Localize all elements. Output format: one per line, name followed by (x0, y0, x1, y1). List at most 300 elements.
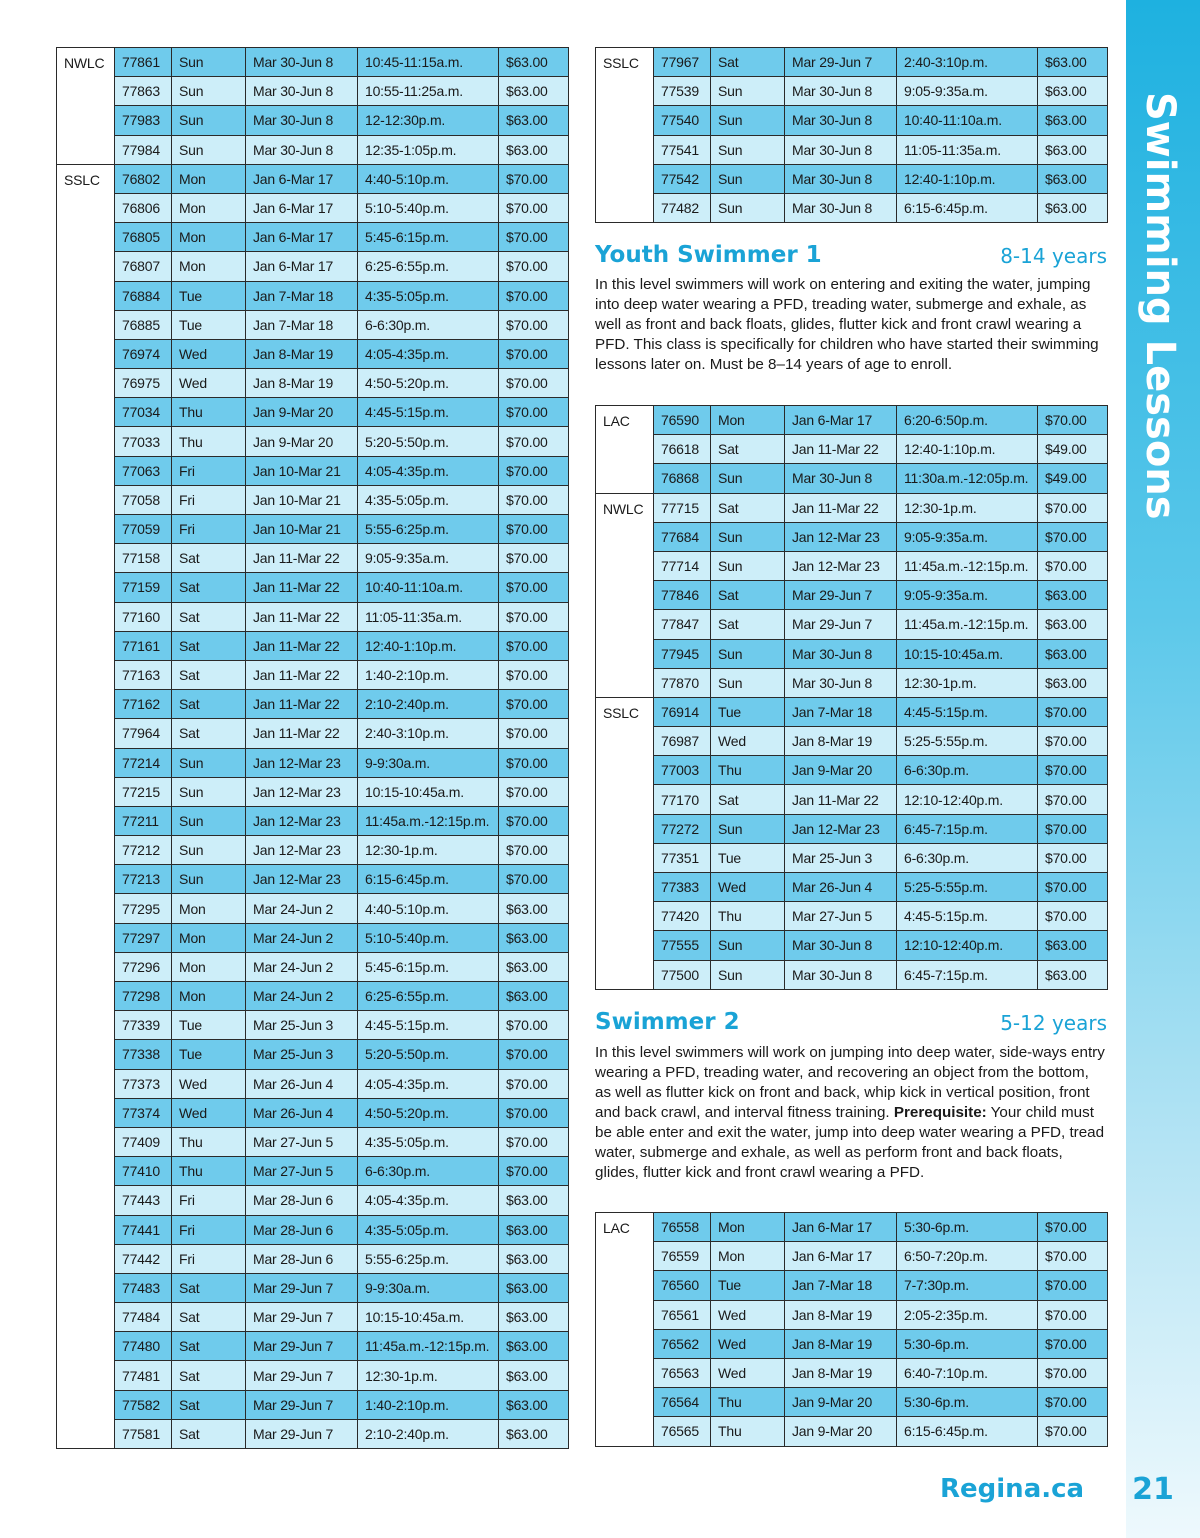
day-cell: Sun (172, 48, 246, 77)
day-cell: Sat (172, 719, 246, 748)
course-number-cell: 76987 (654, 727, 711, 756)
fee-cell: $63.00 (1038, 193, 1108, 222)
dates-cell: Jan 11-Mar 22 (246, 544, 358, 573)
location-cell: LAC (596, 1213, 654, 1447)
time-cell: 5:55-6:25p.m. (358, 1244, 499, 1273)
fee-cell: $70.00 (499, 223, 569, 252)
table-row (57, 865, 569, 894)
time-cell: 2:10-2:40p.m. (358, 690, 499, 719)
dates-cell: Jan 9-Mar 20 (246, 427, 358, 456)
time-cell: 5:30-6p.m. (897, 1388, 1038, 1417)
day-cell: Thu (711, 902, 785, 931)
day-cell: Mon (172, 982, 246, 1011)
dates-cell: Mar 25-Jun 3 (785, 843, 897, 872)
dates-cell: Jan 8-Mar 19 (785, 1329, 897, 1358)
day-cell: Mon (172, 193, 246, 222)
day-cell: Mon (172, 223, 246, 252)
table-row (596, 193, 1108, 222)
time-cell: 10:15-10:45a.m. (897, 639, 1038, 668)
table-row (596, 1271, 1108, 1300)
fee-cell: $63.00 (499, 1273, 569, 1302)
time-cell: 5:10-5:40p.m. (358, 923, 499, 952)
table-row (57, 1244, 569, 1273)
course-number-cell: 77351 (654, 843, 711, 872)
time-cell: 11:45a.m.-12:15p.m. (897, 610, 1038, 639)
table-row (57, 427, 569, 456)
table-row (596, 1300, 1108, 1329)
regina-website-link[interactable]: Regina.ca (940, 1474, 1085, 1504)
dates-cell: Mar 30-Jun 8 (785, 164, 897, 193)
day-cell: Sat (711, 610, 785, 639)
table-row (596, 581, 1108, 610)
time-cell: 12:10-12:40p.m. (897, 785, 1038, 814)
fee-cell: $63.00 (499, 48, 569, 77)
day-cell: Sun (711, 814, 785, 843)
dates-cell: Jan 8-Mar 19 (785, 1300, 897, 1329)
time-cell: 6-6:30p.m. (897, 843, 1038, 872)
table-row (57, 252, 569, 281)
dates-cell: Mar 30-Jun 8 (785, 668, 897, 697)
location-cell: SSLC (57, 164, 115, 1448)
day-cell: Sat (172, 1332, 246, 1361)
day-cell: Sat (711, 435, 785, 464)
fee-cell: $70.00 (1038, 873, 1108, 902)
course-number-cell: 76884 (115, 281, 172, 310)
course-number-cell: 77542 (654, 164, 711, 193)
fee-cell: $70.00 (1038, 843, 1108, 872)
day-cell: Sat (172, 602, 246, 631)
course-number-cell: 77338 (115, 1040, 172, 1069)
time-cell: 6:50-7:20p.m. (897, 1242, 1038, 1271)
fee-cell: $63.00 (499, 1361, 569, 1390)
table-row (596, 135, 1108, 164)
day-cell: Tue (711, 1271, 785, 1300)
course-number-cell: 76560 (654, 1271, 711, 1300)
time-cell: 10:15-10:45a.m. (358, 1303, 499, 1332)
youth-swimmer-1-schedule-table (595, 405, 1108, 990)
dates-cell: Jan 11-Mar 22 (246, 690, 358, 719)
table-row (596, 164, 1108, 193)
course-number-cell: 76807 (115, 252, 172, 281)
table-row (596, 1242, 1108, 1271)
dates-cell: Jan 7-Mar 18 (246, 310, 358, 339)
youth-swimmer-1-description: In this level swimmers will work on entering and exiting the water, jumping into deep water wearing a PFD, treading water, submerge and exhale, as well as front and back floats, glides, flutter kick and front crawl wearing a PFD. This class is specifically for children who have started their swimming lessons later on. Must be 8–14 years of age to enroll. (595, 276, 1099, 373)
fee-cell: $70.00 (1038, 1242, 1108, 1271)
location-cell: NWLC (57, 48, 115, 165)
day-cell: Sun (172, 748, 246, 777)
fee-cell: $70.00 (499, 660, 569, 689)
course-number-cell: 76806 (115, 193, 172, 222)
time-cell: 12:10-12:40p.m. (897, 931, 1038, 960)
time-cell: 9-9:30a.m. (358, 1273, 499, 1302)
time-cell: 4:35-5:05p.m. (358, 485, 499, 514)
fee-cell: $63.00 (499, 1186, 569, 1215)
section-title: Youth Swimmer 1 (595, 242, 822, 268)
dates-cell: Mar 30-Jun 8 (246, 106, 358, 135)
dates-cell: Jan 6-Mar 17 (246, 252, 358, 281)
day-cell: Wed (711, 873, 785, 902)
time-cell: 4:35-5:05p.m. (358, 1127, 499, 1156)
dates-cell: Mar 29-Jun 7 (246, 1390, 358, 1419)
time-cell: 6:25-6:55p.m. (358, 252, 499, 281)
fee-cell: $70.00 (1038, 814, 1108, 843)
table-row (596, 48, 1108, 77)
time-cell: 12:30-1p.m. (358, 836, 499, 865)
day-cell: Sun (711, 639, 785, 668)
fee-cell: $70.00 (499, 1011, 569, 1040)
fee-cell: $70.00 (499, 1127, 569, 1156)
course-number-cell: 76561 (654, 1300, 711, 1329)
page-number: 21 (1132, 1472, 1174, 1507)
time-cell: 12:30-1p.m. (897, 668, 1038, 697)
time-cell: 10:45-11:15a.m. (358, 48, 499, 77)
table-row (596, 1388, 1108, 1417)
time-cell: 4:40-5:10p.m. (358, 894, 499, 923)
course-number-cell: 76975 (115, 369, 172, 398)
fee-cell: $70.00 (499, 398, 569, 427)
fee-cell: $70.00 (499, 252, 569, 281)
time-cell: 12:30-1p.m. (897, 493, 1038, 522)
dates-cell: Mar 28-Jun 6 (246, 1215, 358, 1244)
time-cell: 12:40-1:10p.m. (897, 435, 1038, 464)
section-title: Swimmer 2 (595, 1009, 740, 1035)
dates-cell: Jan 6-Mar 17 (246, 223, 358, 252)
course-number-cell: 76914 (654, 697, 711, 726)
table-row (57, 106, 569, 135)
dates-cell: Jan 7-Mar 18 (785, 697, 897, 726)
course-number-cell: 77500 (654, 960, 711, 989)
day-cell: Wed (172, 1069, 246, 1098)
dates-cell: Mar 29-Jun 7 (246, 1332, 358, 1361)
course-number-cell: 77034 (115, 398, 172, 427)
course-number-cell: 77410 (115, 1157, 172, 1186)
fee-cell: $70.00 (499, 369, 569, 398)
fee-cell: $70.00 (499, 515, 569, 544)
time-cell: 12:30-1p.m. (358, 1361, 499, 1390)
fee-cell: $63.00 (1038, 960, 1108, 989)
course-number-cell: 77983 (115, 106, 172, 135)
location-cell: SSLC (596, 48, 654, 223)
time-cell: 6:45-7:15p.m. (897, 960, 1038, 989)
time-cell: 4:05-4:35p.m. (358, 456, 499, 485)
course-number-cell: 76974 (115, 339, 172, 368)
table-row (57, 1273, 569, 1302)
course-number-cell: 77442 (115, 1244, 172, 1273)
time-cell: 9:05-9:35a.m. (897, 581, 1038, 610)
table-row (596, 435, 1108, 464)
time-cell: 4:35-5:05p.m. (358, 281, 499, 310)
dates-cell: Mar 27-Jun 5 (785, 902, 897, 931)
day-cell: Sat (172, 631, 246, 660)
table-row (57, 193, 569, 222)
day-cell: Wed (172, 369, 246, 398)
table-row (57, 135, 569, 164)
course-number-cell: 76559 (654, 1242, 711, 1271)
dates-cell: Jan 7-Mar 18 (785, 1271, 897, 1300)
day-cell: Tue (711, 697, 785, 726)
schedule-table-continued-right (595, 47, 1108, 223)
dates-cell: Mar 24-Jun 2 (246, 894, 358, 923)
time-cell: 4:40-5:10p.m. (358, 164, 499, 193)
time-cell: 11:45a.m.-12:15p.m. (358, 1332, 499, 1361)
location-cell: LAC (596, 406, 654, 494)
time-cell: 6:15-6:45p.m. (358, 865, 499, 894)
age-range: 8-14 years (1000, 244, 1107, 268)
day-cell: Fri (172, 485, 246, 514)
course-number-cell: 77581 (115, 1419, 172, 1448)
table-row (596, 843, 1108, 872)
table-row (57, 1215, 569, 1244)
dates-cell: Jan 8-Mar 19 (785, 727, 897, 756)
day-cell: Mon (711, 1242, 785, 1271)
fee-cell: $70.00 (1038, 902, 1108, 931)
course-number-cell: 77684 (654, 522, 711, 551)
dates-cell: Jan 9-Mar 20 (246, 398, 358, 427)
fee-cell: $70.00 (499, 777, 569, 806)
fee-cell: $70.00 (1038, 1417, 1108, 1446)
time-cell: 4:45-5:15p.m. (358, 398, 499, 427)
course-number-cell: 77295 (115, 894, 172, 923)
dates-cell: Mar 29-Jun 7 (246, 1303, 358, 1332)
course-number-cell: 77272 (654, 814, 711, 843)
day-cell: Mon (172, 923, 246, 952)
time-cell: 12:40-1:10p.m. (358, 631, 499, 660)
fee-cell: $70.00 (499, 193, 569, 222)
dates-cell: Jan 9-Mar 20 (785, 1417, 897, 1446)
course-number-cell: 77170 (654, 785, 711, 814)
course-number-cell: 76564 (654, 1388, 711, 1417)
day-cell: Sun (711, 960, 785, 989)
time-cell: 4:50-5:20p.m. (358, 1098, 499, 1127)
fee-cell: $70.00 (499, 1069, 569, 1098)
dates-cell: Mar 30-Jun 8 (785, 135, 897, 164)
day-cell: Wed (711, 1329, 785, 1358)
table-row (57, 748, 569, 777)
table-row (596, 668, 1108, 697)
course-number-cell: 77160 (115, 602, 172, 631)
dates-cell: Mar 28-Jun 6 (246, 1244, 358, 1273)
course-number-cell: 77483 (115, 1273, 172, 1302)
course-number-cell: 77967 (654, 48, 711, 77)
table-row (596, 639, 1108, 668)
course-number-cell: 77298 (115, 982, 172, 1011)
course-number-cell: 77374 (115, 1098, 172, 1127)
fee-cell: $70.00 (499, 164, 569, 193)
table-row (57, 398, 569, 427)
fee-cell: $70.00 (499, 544, 569, 573)
time-cell: 1:40-2:10p.m. (358, 660, 499, 689)
course-number-cell: 76562 (654, 1329, 711, 1358)
table-row (57, 923, 569, 952)
table-row (596, 1417, 1108, 1446)
course-number-cell: 76805 (115, 223, 172, 252)
course-number-cell: 77420 (654, 902, 711, 931)
time-cell: 6:40-7:10p.m. (897, 1358, 1038, 1387)
dates-cell: Mar 27-Jun 5 (246, 1127, 358, 1156)
fee-cell: $63.00 (499, 982, 569, 1011)
course-number-cell: 77033 (115, 427, 172, 456)
course-number-cell: 77383 (654, 873, 711, 902)
dates-cell: Mar 24-Jun 2 (246, 952, 358, 981)
dates-cell: Jan 12-Mar 23 (246, 748, 358, 777)
swimmer-2-schedule-table (595, 1212, 1108, 1447)
time-cell: 11:05-11:35a.m. (358, 602, 499, 631)
dates-cell: Jan 11-Mar 22 (785, 785, 897, 814)
table-row (57, 1098, 569, 1127)
time-cell: 6:20-6:50p.m. (897, 406, 1038, 435)
dates-cell: Jan 8-Mar 19 (246, 339, 358, 368)
day-cell: Sun (711, 193, 785, 222)
fee-cell: $70.00 (499, 690, 569, 719)
course-number-cell: 77481 (115, 1361, 172, 1390)
fee-cell: $63.00 (1038, 668, 1108, 697)
day-cell: Fri (172, 1186, 246, 1215)
course-number-cell: 77555 (654, 931, 711, 960)
course-number-cell: 76590 (654, 406, 711, 435)
fee-cell: $63.00 (499, 1244, 569, 1273)
time-cell: 5:45-6:15p.m. (358, 223, 499, 252)
time-cell: 5:20-5:50p.m. (358, 1040, 499, 1069)
day-cell: Sat (172, 1390, 246, 1419)
dates-cell: Jan 6-Mar 17 (785, 1213, 897, 1242)
day-cell: Sun (711, 522, 785, 551)
fee-cell: $49.00 (1038, 435, 1108, 464)
dates-cell: Mar 25-Jun 3 (246, 1011, 358, 1040)
day-cell: Sun (172, 106, 246, 135)
fee-cell: $49.00 (1038, 464, 1108, 493)
course-number-cell: 77540 (654, 106, 711, 135)
dates-cell: Jan 11-Mar 22 (785, 493, 897, 522)
time-cell: 2:40-3:10p.m. (897, 48, 1038, 77)
dates-cell: Mar 24-Jun 2 (246, 923, 358, 952)
fee-cell: $63.00 (1038, 48, 1108, 77)
dates-cell: Jan 12-Mar 23 (785, 522, 897, 551)
day-cell: Fri (172, 515, 246, 544)
time-cell: 10:55-11:25a.m. (358, 77, 499, 106)
time-cell: 6:25-6:55p.m. (358, 982, 499, 1011)
table-row (57, 310, 569, 339)
dates-cell: Jan 12-Mar 23 (785, 814, 897, 843)
fee-cell: $70.00 (499, 602, 569, 631)
dates-cell: Jan 8-Mar 19 (246, 369, 358, 398)
fee-cell: $70.00 (1038, 1329, 1108, 1358)
table-row (57, 1186, 569, 1215)
day-cell: Sat (711, 785, 785, 814)
day-cell: Mon (172, 164, 246, 193)
day-cell: Sat (172, 1419, 246, 1448)
day-cell: Thu (172, 398, 246, 427)
course-number-cell: 77870 (654, 668, 711, 697)
table-row (596, 77, 1108, 106)
fee-cell: $63.00 (499, 135, 569, 164)
time-cell: 5:10-5:40p.m. (358, 193, 499, 222)
table-row (596, 902, 1108, 931)
table-row (57, 777, 569, 806)
location-cell: NWLC (596, 493, 654, 697)
fee-cell: $70.00 (1038, 756, 1108, 785)
fee-cell: $70.00 (1038, 785, 1108, 814)
table-row (57, 281, 569, 310)
time-cell: 10:40-11:10a.m. (897, 106, 1038, 135)
time-cell: 4:05-4:35p.m. (358, 339, 499, 368)
course-number-cell: 77297 (115, 923, 172, 952)
fee-cell: $70.00 (1038, 727, 1108, 756)
course-number-cell: 76618 (654, 435, 711, 464)
fee-cell: $63.00 (499, 77, 569, 106)
time-cell: 5:25-5:55p.m. (897, 727, 1038, 756)
dates-cell: Jan 12-Mar 23 (246, 777, 358, 806)
time-cell: 9-9:30a.m. (358, 748, 499, 777)
time-cell: 11:45a.m.-12:15p.m. (358, 806, 499, 835)
fee-cell: $70.00 (499, 281, 569, 310)
schedule-table-continued-left (56, 47, 569, 1449)
dates-cell: Mar 30-Jun 8 (785, 77, 897, 106)
table-row (57, 1303, 569, 1332)
course-number-cell: 77058 (115, 485, 172, 514)
course-number-cell: 77539 (654, 77, 711, 106)
course-number-cell: 77984 (115, 135, 172, 164)
table-row (57, 1332, 569, 1361)
day-cell: Mon (172, 952, 246, 981)
time-cell: 10:40-11:10a.m. (358, 573, 499, 602)
course-number-cell: 77863 (115, 77, 172, 106)
fee-cell: $63.00 (499, 923, 569, 952)
dates-cell: Jan 11-Mar 22 (246, 573, 358, 602)
fee-cell: $63.00 (1038, 164, 1108, 193)
dates-cell: Mar 29-Jun 7 (785, 48, 897, 77)
dates-cell: Jan 12-Mar 23 (246, 865, 358, 894)
time-cell: 4:05-4:35p.m. (358, 1069, 499, 1098)
course-number-cell: 77480 (115, 1332, 172, 1361)
course-number-cell: 77945 (654, 639, 711, 668)
day-cell: Sun (172, 135, 246, 164)
day-cell: Sat (172, 544, 246, 573)
swimmer-2-heading (595, 1009, 1107, 1039)
table-row (57, 952, 569, 981)
course-number-cell: 77441 (115, 1215, 172, 1244)
dates-cell: Jan 12-Mar 23 (246, 836, 358, 865)
fee-cell: $70.00 (1038, 1300, 1108, 1329)
course-number-cell: 76563 (654, 1358, 711, 1387)
day-cell: Tue (172, 1011, 246, 1040)
table-row (596, 551, 1108, 580)
course-number-cell: 77161 (115, 631, 172, 660)
course-number-cell: 77212 (115, 836, 172, 865)
table-row (596, 1213, 1108, 1242)
dates-cell: Mar 26-Jun 4 (785, 873, 897, 902)
day-cell: Mon (711, 1213, 785, 1242)
description-text: In this level swimmers will work on jumping into deep water, side-ways entry wearing a PFD, treading water, and recovering an object from the bottom, as well as flutter kick on front and back, whip kick in vertical position, front and back crawl, and interval fitness training. (595, 1044, 1105, 1121)
dates-cell: Jan 10-Mar 21 (246, 485, 358, 514)
fee-cell: $70.00 (499, 456, 569, 485)
fee-cell: $63.00 (499, 1332, 569, 1361)
day-cell: Wed (172, 1098, 246, 1127)
dates-cell: Mar 29-Jun 7 (246, 1273, 358, 1302)
time-cell: 11:05-11:35a.m. (897, 135, 1038, 164)
day-cell: Sat (711, 48, 785, 77)
table-row (57, 1069, 569, 1098)
dates-cell: Mar 30-Jun 8 (785, 106, 897, 135)
day-cell: Tue (172, 1040, 246, 1069)
course-number-cell: 77162 (115, 690, 172, 719)
course-number-cell: 77846 (654, 581, 711, 610)
table-row (57, 1157, 569, 1186)
day-cell: Mon (172, 894, 246, 923)
table-row (57, 1011, 569, 1040)
day-cell: Sun (711, 551, 785, 580)
course-number-cell: 77339 (115, 1011, 172, 1040)
fee-cell: $70.00 (1038, 1358, 1108, 1387)
